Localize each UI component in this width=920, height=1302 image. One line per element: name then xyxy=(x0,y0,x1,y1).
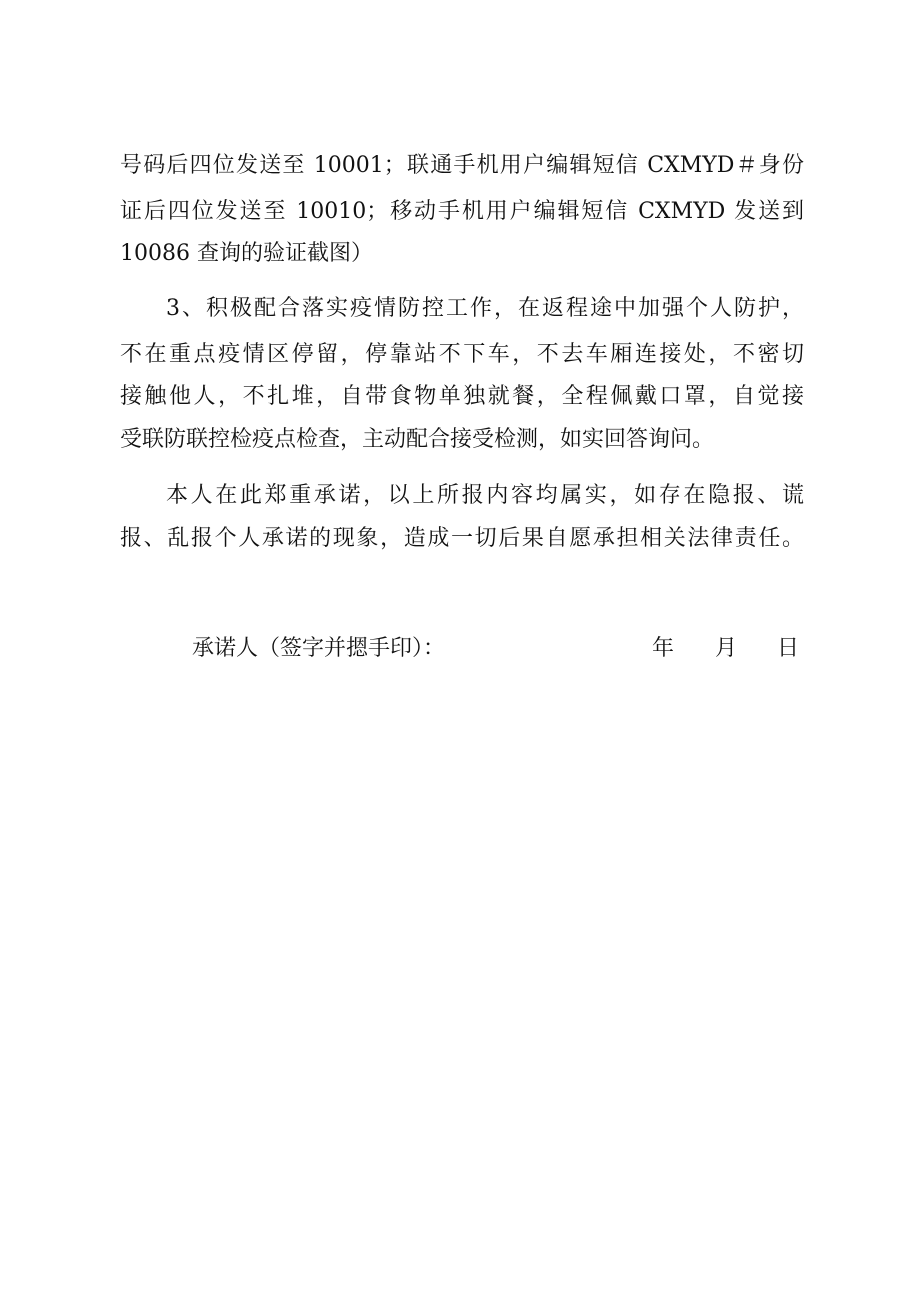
text-line: 受联防联控检疫点检查，主动配合接受检测，如实回答询问。 xyxy=(120,427,715,452)
text-line: 接触他人，不扎堆，自带食物单独就餐，全程佩戴口罩，自觉接 xyxy=(120,384,804,409)
text-line: 报、乱报个人承诺的现象，造成一切后果自愿承担相关法律责任。 xyxy=(120,526,804,551)
date-month-label: 月 xyxy=(715,636,738,661)
text-line: 号码后四位发送至 10001；联通手机用户编辑短信 CXMYD＃身份 xyxy=(120,153,804,178)
signature-label: 承诺人（签字并摁手印）： xyxy=(192,636,446,661)
text-line: 本人在此郑重承诺，以上所报内容均属实，如存在隐报、谎 xyxy=(166,483,804,508)
text-line: 证后四位发送至 10010；移动手机用户编辑短信 CXMYD 发送到 xyxy=(120,199,804,224)
text-line: 不在重点疫情区停留，停靠站不下车，不去车厢连接处，不密切 xyxy=(120,342,804,367)
date-day-label: 日 xyxy=(777,636,800,661)
text-line: 10086 查询的验证截图） xyxy=(120,241,373,266)
text-line: 3、积极配合落实疫情防控工作，在返程途中加强个人防护， xyxy=(166,296,804,321)
date-year-label: 年 xyxy=(652,636,675,661)
